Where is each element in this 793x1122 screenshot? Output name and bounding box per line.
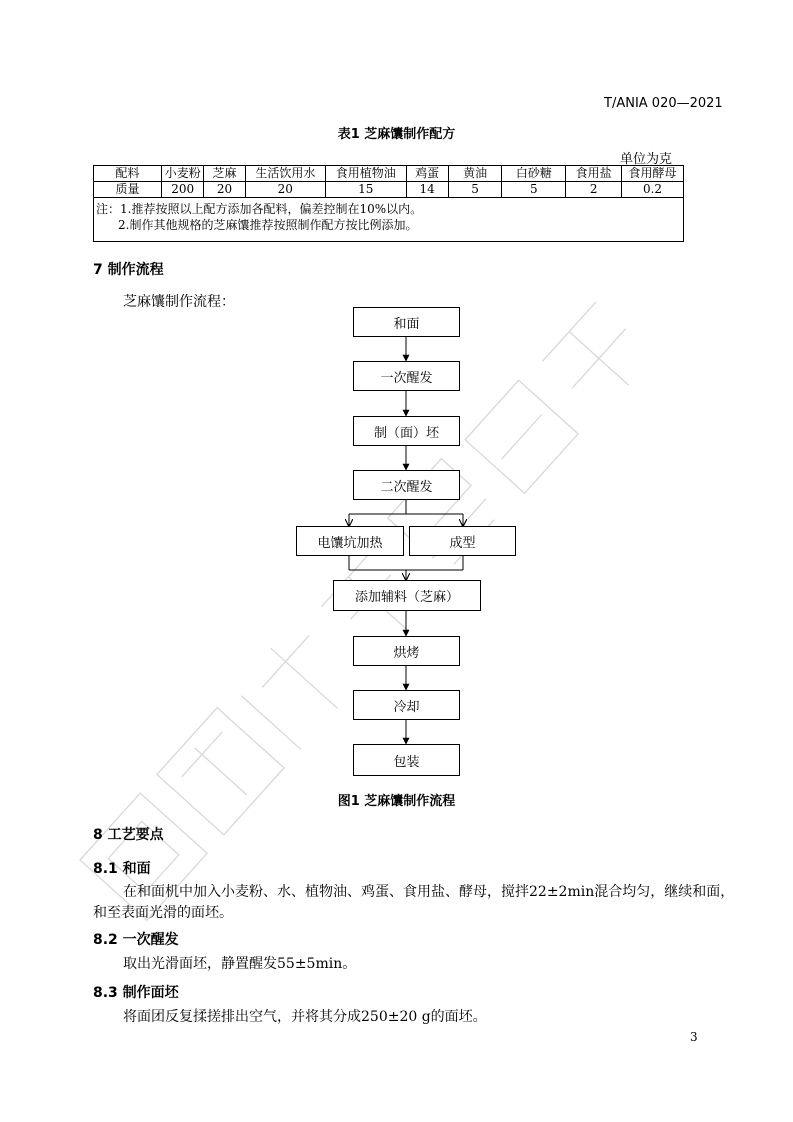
section-8-2-heading: 8.2 一次醒发 — [93, 932, 179, 948]
section-8-1-line-2: 和至表面光滑的面坯。 — [93, 905, 233, 921]
section-7-heading: 7 制作流程 — [93, 262, 164, 278]
table-header-cell: 小麦粉 — [162, 166, 204, 182]
table-note-line-2: 2.制作其他规格的芝麻馕推荐按照制作配方按比例添加。 — [118, 218, 418, 232]
table-cell: 5 — [502, 182, 566, 198]
section-8-heading: 8 工艺要点 — [93, 827, 164, 843]
table-header-cell: 鸡蛋 — [406, 166, 448, 182]
table-header-cell: 食用盐 — [566, 166, 622, 182]
flow-step-cooling: 冷却 — [353, 690, 460, 720]
section-8-3-text: 将面团反复揉搓排出空气，并将其分成250±20 g的面坯。 — [123, 1009, 487, 1025]
table-cell: 质量 — [94, 182, 162, 198]
section-8-3-heading: 8.3 制作面坯 — [93, 985, 179, 1001]
table-cell: 5 — [448, 182, 502, 198]
flow-step-first-proofing: 一次醒发 — [353, 361, 460, 391]
flow-step-packaging: 包装 — [353, 744, 460, 776]
flow-step-dough-mixing: 和面 — [353, 307, 460, 337]
table-header-cell: 白砂糖 — [502, 166, 566, 182]
table-cell: 20 — [204, 182, 245, 198]
table-cell: 0.2 — [622, 182, 684, 198]
flow-step-baking: 烘烤 — [353, 636, 460, 666]
section-8-2-text: 取出光滑面坯，静置醒发55±5min。 — [123, 956, 357, 972]
table-cell: 14 — [406, 182, 448, 198]
table-note-line-1: 注：1.推荐按照以上配方添加各配料，偏差控制在10%以内。 — [96, 202, 423, 216]
flow-step-add-sesame: 添加辅料（芝麻） — [333, 580, 481, 611]
table-header-cell: 生活饮用水 — [245, 166, 325, 182]
table-caption: 表1 芝麻馕制作配方 — [337, 127, 456, 142]
table-cell: 15 — [326, 182, 406, 198]
doc-id: T/ANIA 020—2021 — [604, 96, 723, 111]
figure-caption: 图1 芝麻馕制作流程 — [337, 794, 456, 809]
flow-step-make-dough: 制（面）坯 — [353, 416, 460, 446]
flow-step-second-proofing: 二次醒发 — [353, 470, 460, 500]
table-unit: 单位为克 — [620, 152, 673, 167]
table-header-cell: 配料 — [94, 166, 162, 182]
section-7-intro: 芝麻馕制作流程： — [123, 294, 235, 310]
table-header-cell: 食用植物油 — [326, 166, 406, 182]
section-8-1-heading: 8.1 和面 — [93, 861, 151, 877]
table-cell: 20 — [245, 182, 325, 198]
table-header-cell: 芝麻 — [204, 166, 245, 182]
table-header-cell: 黄油 — [448, 166, 502, 182]
table-cell: 200 — [162, 182, 204, 198]
table-cell: 2 — [566, 182, 622, 198]
table-header-cell: 食用酵母 — [622, 166, 684, 182]
flow-step-pit-heating: 电馕坑加热 — [296, 526, 404, 556]
section-8-1-line-1: 在和面机中加入小麦粉、水、植物油、鸡蛋、食用盐、酵母，搅拌22±2min混合均匀，继续和面， — [123, 884, 735, 900]
page-number: 3 — [690, 1030, 698, 1044]
flow-step-shaping: 成型 — [409, 526, 516, 556]
